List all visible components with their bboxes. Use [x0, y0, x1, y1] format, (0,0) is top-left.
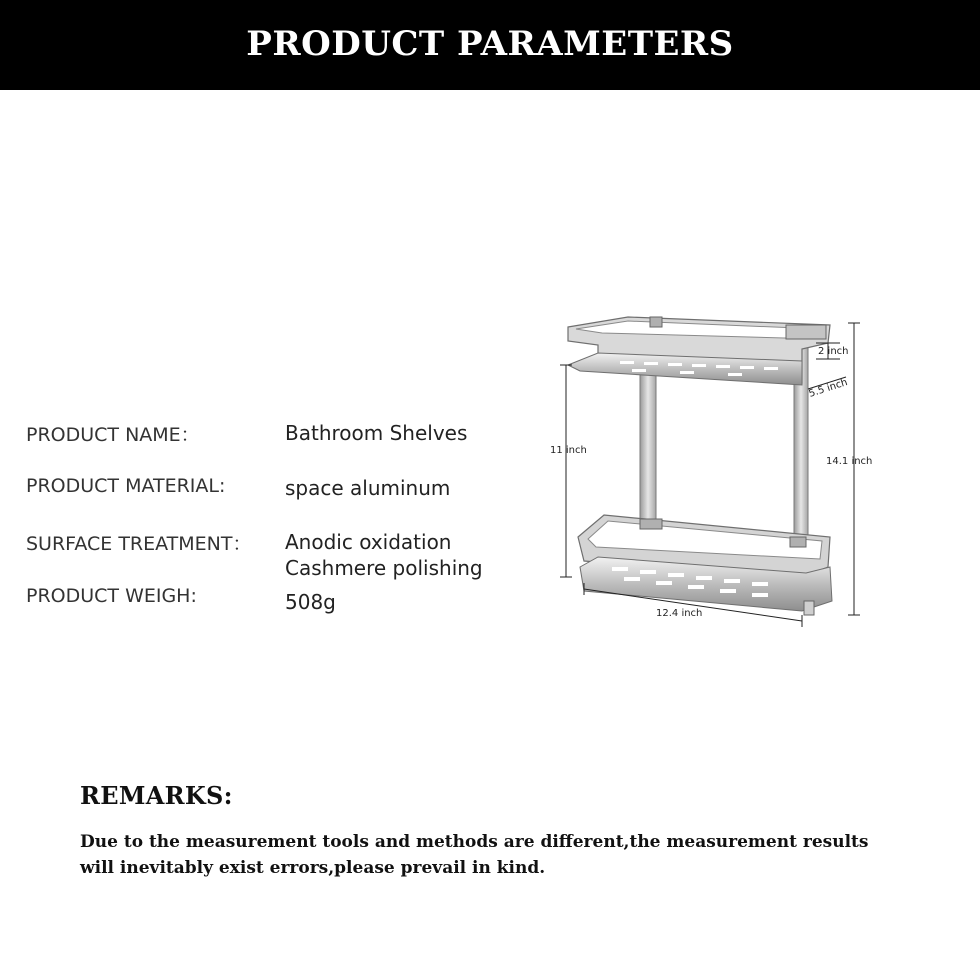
spec-label: PRODUCT NAME： [26, 424, 200, 446]
spec-row-material [26, 475, 546, 505]
spec-value-line: space aluminum [285, 476, 451, 500]
dim-depth-label: 2 inch [818, 346, 849, 357]
spec-value-line: Cashmere polishing [285, 556, 483, 580]
spec-row-name [26, 420, 546, 450]
bathroom-shelf-illustration [540, 305, 980, 635]
spec-label: SURFACE TREATMENT： [26, 533, 252, 555]
dim-width-top-label: 5.5 inch [807, 377, 850, 400]
spec-value-line: Bathroom Shelves [285, 421, 468, 445]
page-title: PRODUCT PARAMETERS [246, 24, 734, 64]
spec-label: PRODUCT WEIGH: [26, 585, 197, 607]
spec-row-surface [26, 529, 546, 585]
spec-value [285, 589, 336, 615]
spec-value [285, 529, 483, 581]
remarks-line: will inevitably exist errors,please prevail in kind. [80, 858, 546, 878]
spec-value-line: Anodic oxidation [285, 530, 452, 554]
spec-value-line: 508g [285, 590, 336, 614]
top-shelf [568, 317, 830, 385]
remarks-title: REMARKS: [80, 781, 233, 810]
remarks-body [80, 829, 940, 881]
remarks-line: Due to the measurement tools and methods are different,the measurement results [80, 832, 869, 852]
dim-height-label: 14.1 inch [826, 456, 873, 467]
spec-value [285, 420, 467, 446]
spec-label: PRODUCT MATERIAL: [26, 475, 226, 497]
spec-value [285, 475, 450, 501]
header-banner [0, 0, 980, 90]
spec-row-weight [26, 585, 546, 615]
dim-shelf-gap-label: 11 inch [550, 445, 587, 456]
dim-length-label: 12.4 inch [656, 608, 703, 619]
